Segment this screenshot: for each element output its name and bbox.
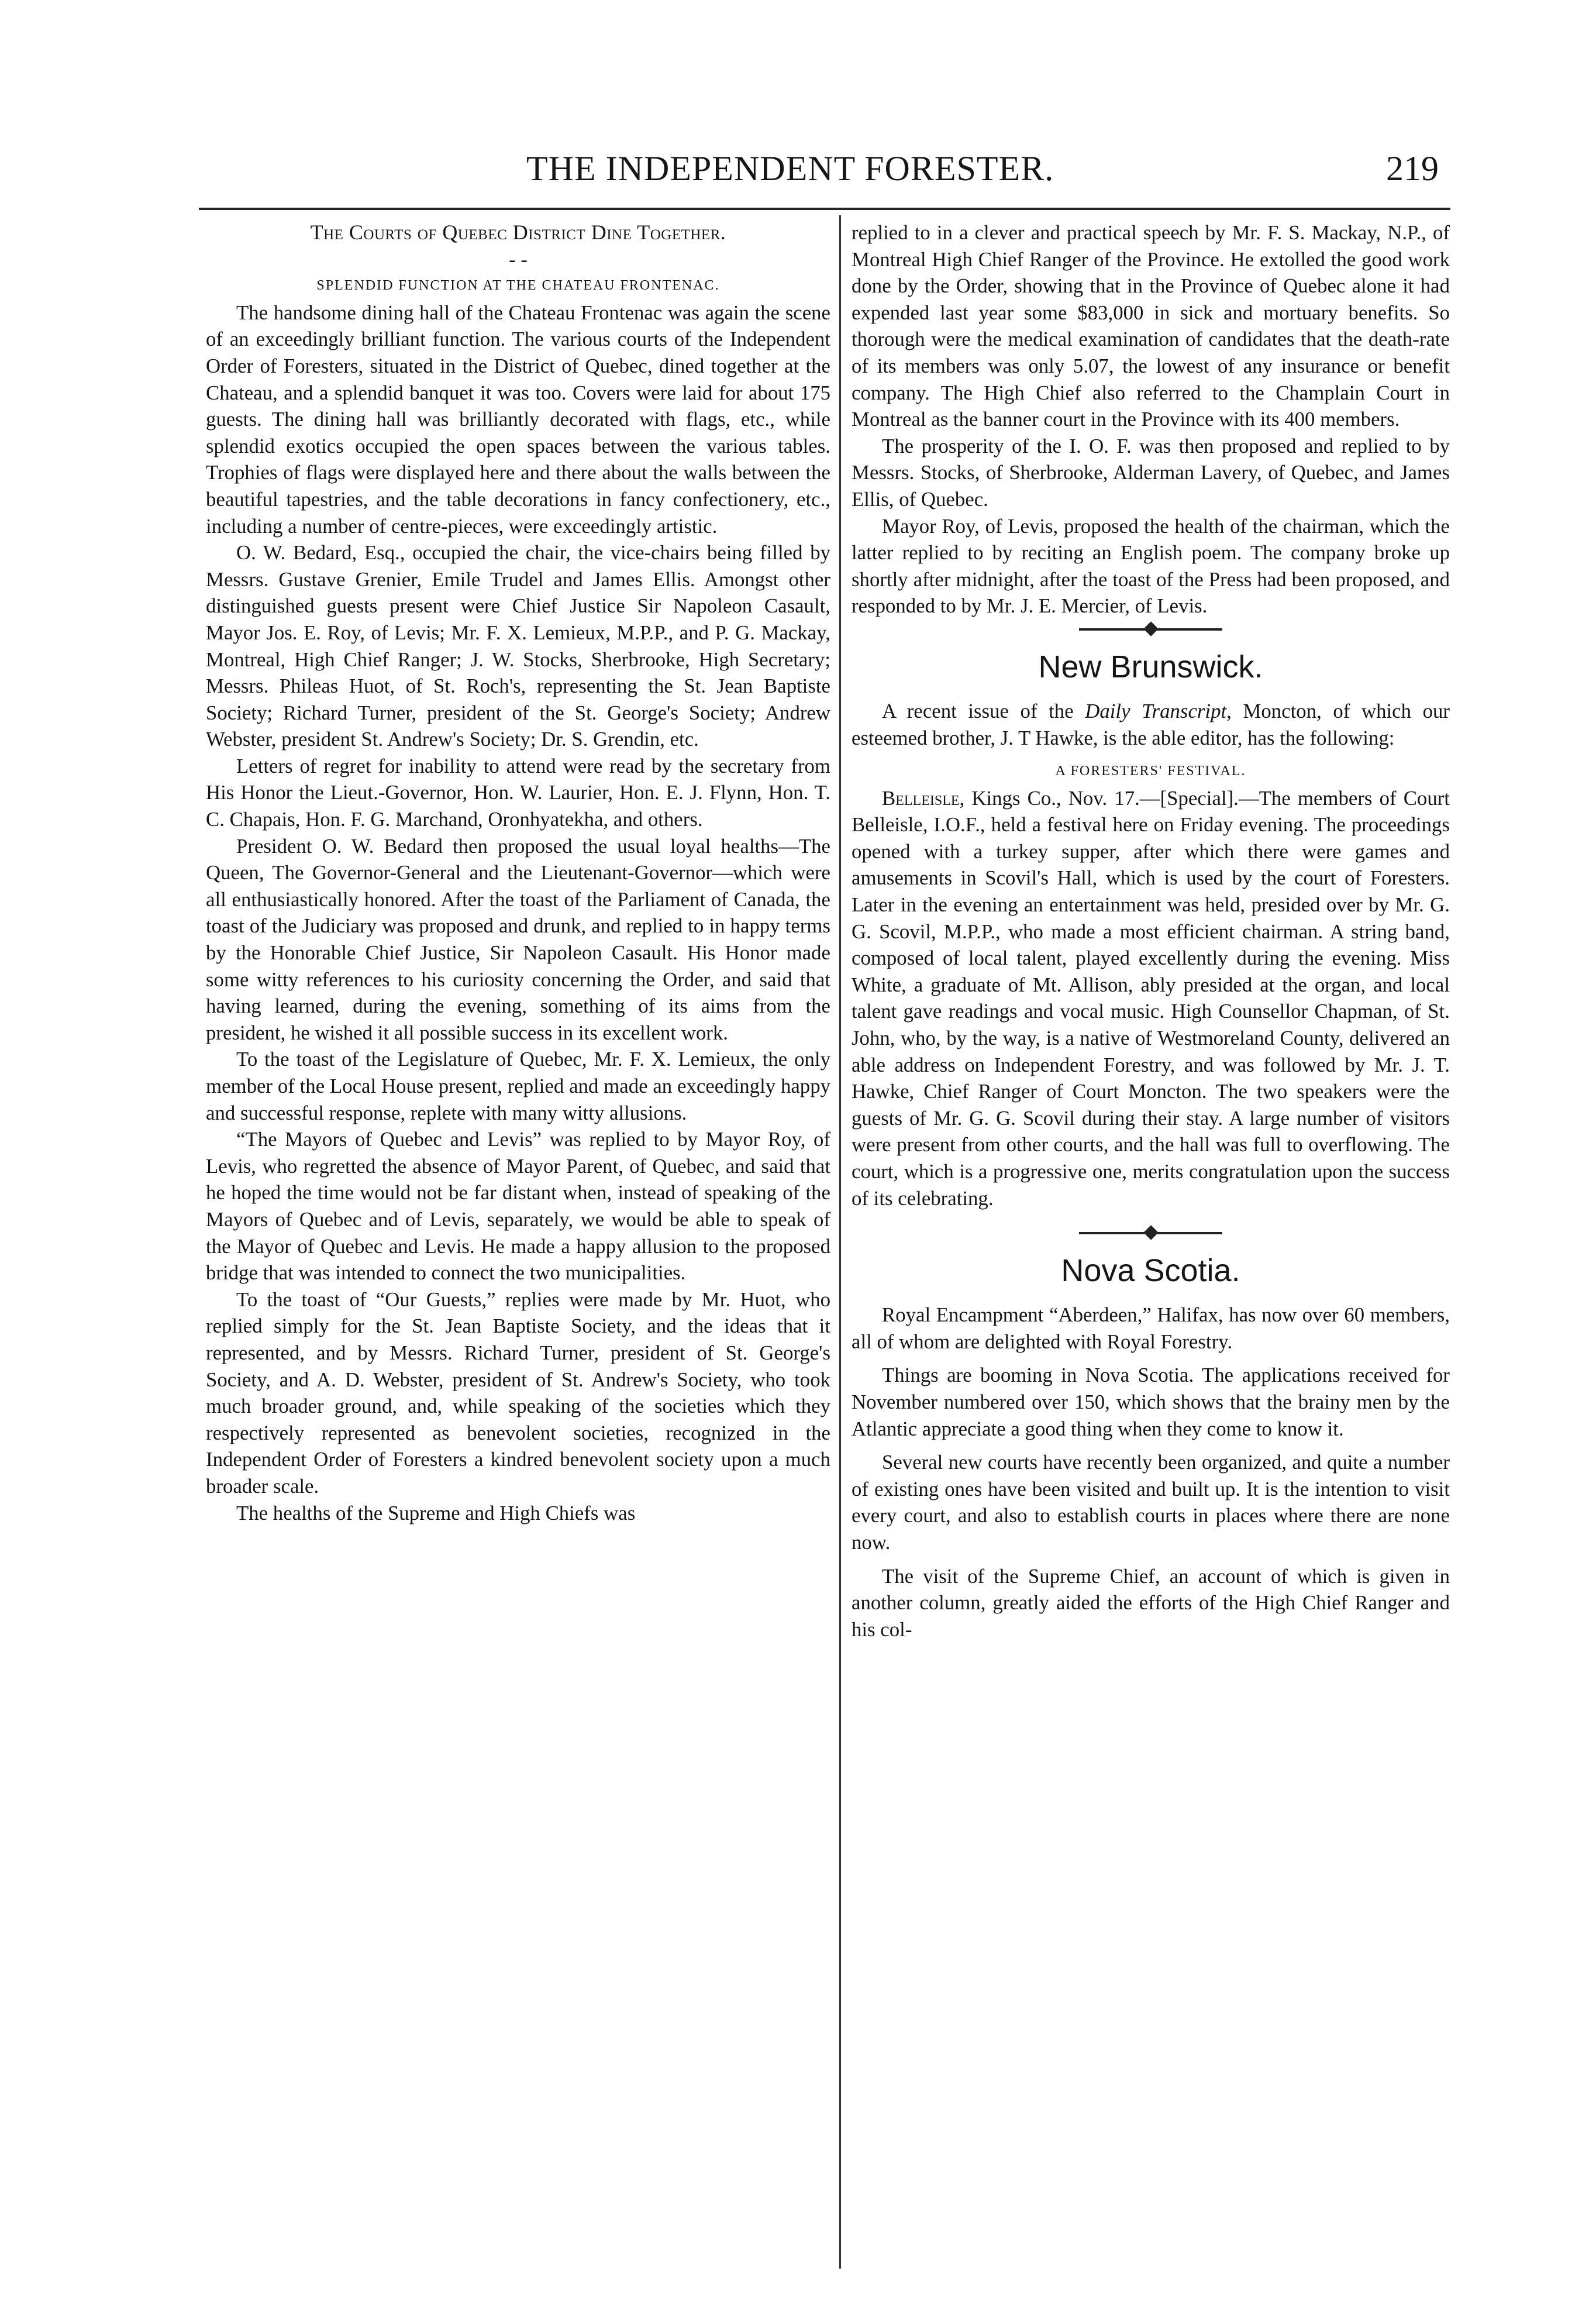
left-column bbox=[206, 219, 830, 1526]
page-header bbox=[526, 151, 1439, 198]
article-paragraph: Letters of regret for inability to attend were read by the secretary from His Honor the Lieut.-Governor, Hon. W. Laurier, Hon. E. J. Flynn, Hon. T. C. Chapais, Hon. F. G. Marchand, Oronhyatekha, and others. bbox=[206, 754, 830, 831]
article-paragraph: To the toast of the Legislature of Quebec, Mr. F. X. Lemieux, the only member of the Local House present, replied and made an exceedingly happy and successful response, replete with many witty allusions. bbox=[206, 1048, 830, 1124]
article-subheading: SPLENDID FUNCTION AT THE CHATEAU FRONTENAC. bbox=[316, 278, 720, 294]
headline-dash: - - bbox=[509, 247, 528, 271]
section-title-nova-scotia: Nova Scotia. bbox=[1061, 1253, 1240, 1289]
intro-text-rest: , Moncton, of which our esteemed brother, J. T Hawke, is the able editor, has the following: bbox=[852, 699, 1450, 749]
article-paragraph: President O. W. Bedard then proposed the usual loyal healths—The Queen, The Governor-General and the Lieutenant-Governor—which were all enthusiastically honored. After the toast of the Parliament of Canada, the toast of the Judiciary was proposed and drunk, and replied to in happy terms by the Honorable Chief Justice, Sir Napoleon Casault. His Honor made some witty references to his curiosity concerning the Order, and said that having learned, during the evening, something of its aims from the president, he wished it all possible success in its excellent work. bbox=[206, 834, 830, 1044]
article-paragraph: The prosperity of the I. O. F. was then proposed and replied to by Messrs. Stocks, of Sherbrooke, Alderman Lavery, of Quebec, and James Ellis, of Quebec. bbox=[852, 434, 1450, 511]
article-headline: The Courts of Quebec District Dine Together. bbox=[310, 221, 726, 244]
article-paragraph: To the toast of “Our Guests,” replies were made by Mr. Huot, who replied simply for the St. Jean Baptiste Society, and the ideas that it represented, and by Messrs. Richard Turner, president of St. George's Society, and A. D. Webster, president of St. Andrew's Society, who took much broader ground, and, while speaking of the societies which they respectively represented as benevolent societies, recognized in the Independent Order of Foresters a kindred benevolent society upon a much broader scale. bbox=[206, 1288, 830, 1498]
publication-name: Daily Transcript bbox=[1085, 699, 1227, 722]
right-column bbox=[852, 219, 1450, 1643]
section-divider-ornament bbox=[852, 1223, 1450, 1243]
article-paragraph: Several new courts have recently been organized, and quite a number of existing ones have been visited and built up. It is the intention to visit every court, and also to establish courts in places where there are none now. bbox=[852, 1451, 1450, 1554]
article-paragraph: Mayor Roy, of Levis, proposed the health of the chairman, which the latter replied to by reciting an English poem. The company broke up shortly after midnight, after the toast of the Press had been proposed, and responded to by Mr. J. E. Mercier, of Levis. bbox=[852, 514, 1450, 618]
header-rule bbox=[199, 208, 1450, 210]
article-paragraph: Things are booming in Nova Scotia. The applications received for November numbered over 150, which shows that the brainy men by the Atlantic appreciate a good thing when they come to know it. bbox=[852, 1364, 1450, 1440]
article-paragraph: The handsome dining hall of the Chateau Frontenac was again the scene of an exceedingly brilliant function. The various courts of the Independent Order of Foresters, situated in the District of Quebec, dined together at the Chateau, and a splendid banquet it was too. Covers were laid for about 175 guests. The dining hall was brilliantly decorated with flags, etc., while splendid exotics occupied the open spaces between the various tables. Trophies of flags were displayed here and there about the walls between the beautiful tapestries, and the table decorations in fancy confectionery, etc., including a number of centre-pieces, were exceedingly artistic. bbox=[206, 301, 830, 538]
article-paragraph bbox=[852, 785, 1450, 1212]
page-number: 219 bbox=[1386, 149, 1439, 188]
article-subheading: A FORESTERS' FESTIVAL. bbox=[1055, 763, 1246, 779]
article-body: , Kings Co., Nov. 17.—[Special].—The members of Court Belleisle, I.O.F., held a festival here on Friday evening. The proceedings opened with a turkey supper, after which there were games and amusements in Scovil's Hall, which is used by the court of Foresters. Later in the evening an entertainment was held, presided over by Mr. G. G. Scovil, M.P.P., who made a most efficient chairman. A string band, composed of local talent, played excellently during the evening. Miss White, a graduate of Mt. Allison, ably presided at the organ, and local talent gave readings and vocal music. High Counsellor Chapman, of St. John, who, by the way, is a native of Westmoreland County, delivered an able address on Independent Forestry, and was followed by Mr. J. T. Hawke, Chief Ranger of Court Moncton. The two speakers were the guests of Mr. G. G. Scovil during their stay. A large number of visitors were present from other courts, and the hall was full to overflowing. The court, which is a progressive one, merits congratulation upon the success of its celebrating. bbox=[852, 786, 1450, 1210]
article-paragraph: “The Mayors of Quebec and Levis” was replied to by Mayor Roy, of Levis, who regretted the absence of Mayor Parent, of Quebec, and said that he hoped the time would not be far distant when, instead of speaking of the Mayors of Quebec and of Levis, separately, we would be able to speak of the Mayor of Quebec and Levis. He made a happy allusion to the proposed bridge that was intended to connect the two municipalities. bbox=[206, 1128, 830, 1285]
dateline: Belleisle bbox=[882, 786, 960, 810]
article-continuation: replied to in a clever and practical speech by Mr. F. S. Mackay, N.P., of Montreal High Chief Ranger of the Province. He extolled the good work done by the Order, showing that in the Province of Quebec alone it had expended last year some $83,000 in sick and mortuary benefits. So thorough were the medical examination of candidates that the death-rate of its members was only 5.07, the lowest of any insurance or benefit company. The High Chief also referred to the Champlain Court in Montreal as the banner court in the Province with its 400 members. bbox=[852, 221, 1450, 431]
section-divider-ornament bbox=[852, 619, 1450, 639]
running-title: THE INDEPENDENT FORESTER. bbox=[526, 149, 1054, 188]
diamond-ornament-icon bbox=[1143, 1225, 1158, 1240]
article-paragraph: O. W. Bedard, Esq., occupied the chair, the vice-chairs being filled by Messrs. Gustave Grenier, Emile Trudel and James Ellis. Amongst other distinguished guests present were Chief Justice Sir Napoleon Casault, Mayor Jos. E. Roy, of Levis; Mr. F. X. Lemieux, M.P.P., and P. G. Mackay, Montreal, High Chief Ranger; J. W. Stocks, Sherbrooke, High Secretary; Messrs. Phileas Huot, of St. Roch's, representing the St. Jean Baptiste Society; Richard Turner, president of the St. George's Society; Andrew Webster, president St. Andrew's Society; Dr. S. Grendin, etc. bbox=[206, 541, 830, 751]
diamond-ornament-icon bbox=[1143, 621, 1158, 636]
article-paragraph: The healths of the Supreme and High Chiefs was bbox=[236, 1501, 636, 1524]
article-paragraph bbox=[852, 698, 1450, 751]
article-paragraph: The visit of the Supreme Chief, an account of which is given in another column, greatly aided the efforts of the High Chief Ranger and his col- bbox=[852, 1564, 1450, 1641]
intro-text: A recent issue of the bbox=[882, 699, 1085, 722]
column-divider bbox=[839, 215, 841, 2269]
section-title-new-brunswick: New Brunswick. bbox=[1038, 649, 1263, 684]
article-paragraph: Royal Encampment “Aberdeen,” Halifax, has now over 60 members, all of whom are delighted with Royal Forestry. bbox=[852, 1303, 1450, 1353]
